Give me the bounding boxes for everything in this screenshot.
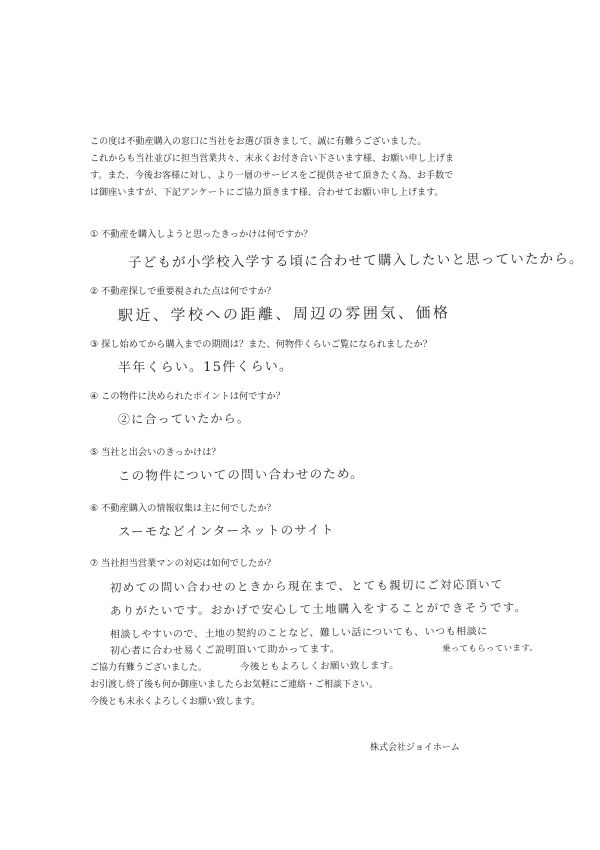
intro-paragraph xyxy=(90,134,530,202)
question-1-label: ① 不動産を購入しようと思ったきっかけは何ですか？ xyxy=(90,229,313,240)
question-5-label: ⑤ 当社と出会いのきっかけは？ xyxy=(90,447,221,458)
closing-paragraph xyxy=(90,660,378,711)
closing-line: お引渡し終了後も何か御座いましたらお気軽にご連絡・ご相談下さい。 xyxy=(90,680,379,690)
closing-line: 今後とも末永くよろしくお願い致します。 xyxy=(90,697,261,707)
answer-7-line: 相談しやすいので、土地の契約のことなど、難しい話についても、いつも相談に xyxy=(109,626,488,641)
answer-3: 半年くらい。15件くらい。 xyxy=(117,359,294,376)
question-7-label: ⑦ 当社担当営業マンの対応は如何でしたか？ xyxy=(90,558,276,569)
answer-1: 子どもが小学校入学する頃に合わせて購入したいと思っていたから。 xyxy=(127,251,584,271)
answer-2: 駅近、学校への距離、周辺の雰囲気、価格 xyxy=(117,303,451,325)
question-4-label: ④ この物件に決められたポイントは何ですか？ xyxy=(90,391,285,402)
closing-line: ご協力有難うございました。 xyxy=(90,663,208,673)
intro-line: この度は不動産購入の窓口に当社をお選び頂きまして、誠に有難うございました。 xyxy=(90,137,427,147)
answer-7-line: 初心者に合わせ易くご説明頂いて助かってます。 xyxy=(109,643,341,658)
answer-6: スーモなどインターネットのサイト xyxy=(117,522,335,539)
answer-5: この物件についての問い合わせのため。 xyxy=(117,465,364,484)
company-name: 株式会社ジョイホーム xyxy=(370,743,460,753)
answer-7-line: 乗ってもらっています。 xyxy=(441,643,539,655)
intro-line: す。また、今後お客様に対し、より一層のサービスをご提供させて頂きたく為、お手数で xyxy=(90,171,454,181)
answer-4: ②に合っていたから。 xyxy=(117,411,251,427)
answer-7-line: ありがたいです。おかげで安心して土地購入をすることができそうです。 xyxy=(109,600,528,618)
intro-line: は御座いますが、下記アンケートにご協力頂きます様、合わせてお願い申し上げます。 xyxy=(90,188,444,198)
intro-line: これからも当社並びに担当営業共々、末永くお付き合い下さいます様、お願い申し上げま xyxy=(90,154,455,164)
answer-7-line: 今後ともよろしくお願い致します。 xyxy=(239,660,400,673)
question-6-label: ⑥ 不動産購入の情報収集は主に何でしたか？ xyxy=(90,503,276,514)
question-3-label: ③ 探し始めてから購入までの期間は？また、何物件くらいご覧になられましたか？ xyxy=(90,339,432,350)
question-2-label: ② 不動産探しで重要視された点は何ですか？ xyxy=(90,286,276,297)
answer-7-line: 初めての問い合わせのときから現在まで、とても親切にご対応頂いて xyxy=(109,577,504,595)
